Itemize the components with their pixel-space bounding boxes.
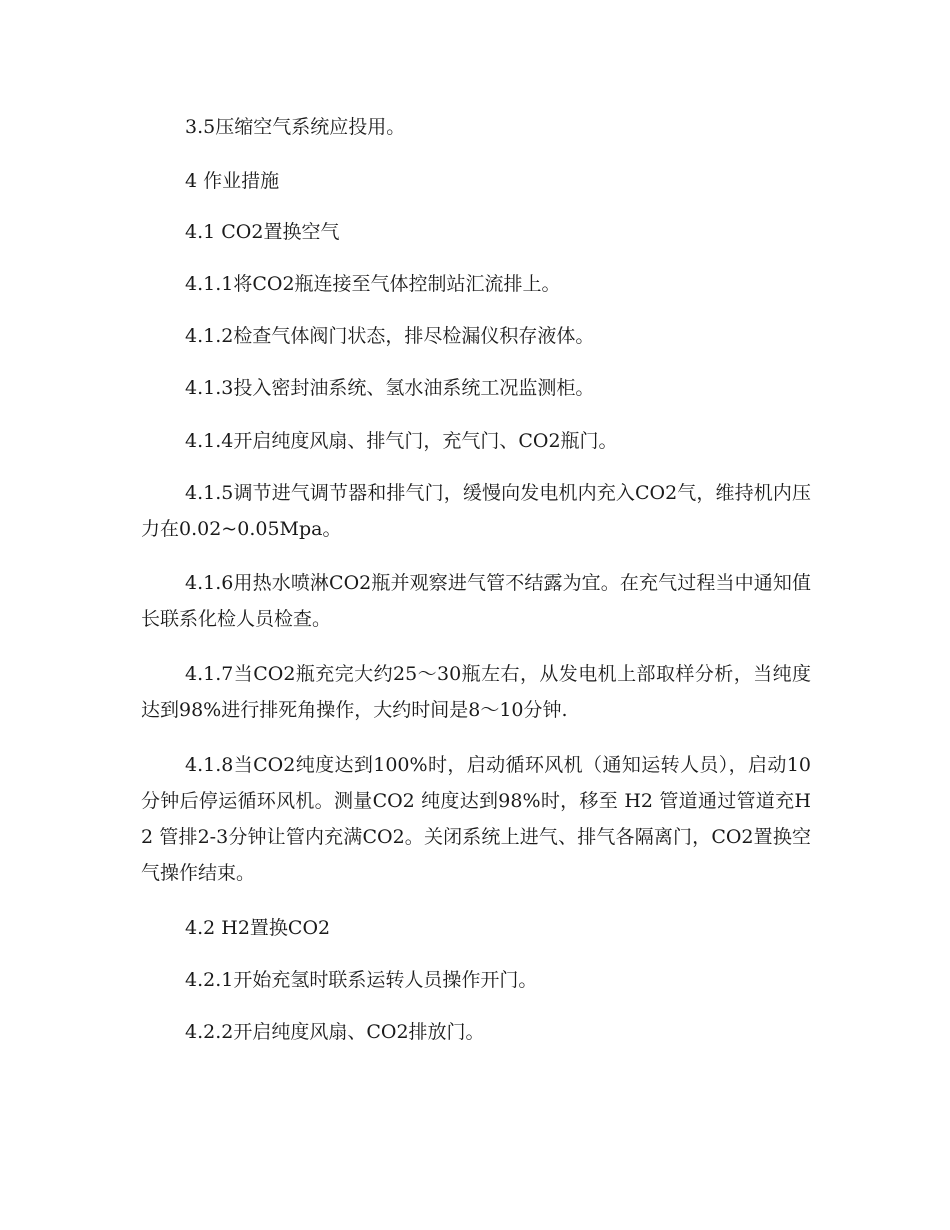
- heading-section-4-2: 4.2 H2置换CO2: [185, 917, 331, 939]
- paragraph-3-5: 3.5压缩空气系统应投用。: [185, 116, 406, 138]
- paragraph-4-1-8: 4.1.8当CO2纯度达到100%时，启动循环风机（通知运转人员），启动10分钟后停运循环风机。测量CO2 纯度达到98%时，移至 H2 管道通过管道充H2 管排2-3分钟让管内充满CO2。关闭系统上进气、排气各隔离门，CO2置换空气操作结束。: [141, 754, 811, 884]
- paragraph-4-1-4: 4.1.4开启纯度风扇、排气门，充气门、CO2瓶门。: [185, 430, 618, 452]
- paragraph-4-2-2: 4.2.2开启纯度风扇、CO2排放门。: [185, 1021, 485, 1043]
- paragraph-4-1-5: 4.1.5调节进气调节器和排气门，缓慢向发电机内充入CO2气，维持机内压力在0.02~0.05Mpa。: [141, 482, 811, 540]
- paragraph-4-2-1: 4.2.1开始充氢时联系运转人员操作开门。: [185, 969, 538, 991]
- heading-section-4-1: 4.1 CO2置换空气: [185, 221, 340, 243]
- heading-section-4: 4 作业措施: [185, 170, 280, 192]
- paragraph-4-1-7: 4.1.7当CO2瓶充完大约25～30瓶左右，从发电机上部取样分析，当纯度达到98%进行排死角操作，大约时间是8～10分钟.: [141, 663, 811, 721]
- paragraph-4-1-6: 4.1.6用热水喷淋CO2瓶并观察进气管不结露为宜。在充气过程当中通知值长联系化检人员检查。: [141, 572, 811, 630]
- paragraph-4-1-3: 4.1.3投入密封油系统、氢水油系统工况监测柜。: [185, 377, 595, 399]
- paragraph-4-1-1: 4.1.1将CO2瓶连接至气体控制站汇流排上。: [185, 273, 561, 295]
- paragraph-4-1-2: 4.1.2检查气体阀门状态，排尽检漏仪积存液体。: [185, 325, 595, 347]
